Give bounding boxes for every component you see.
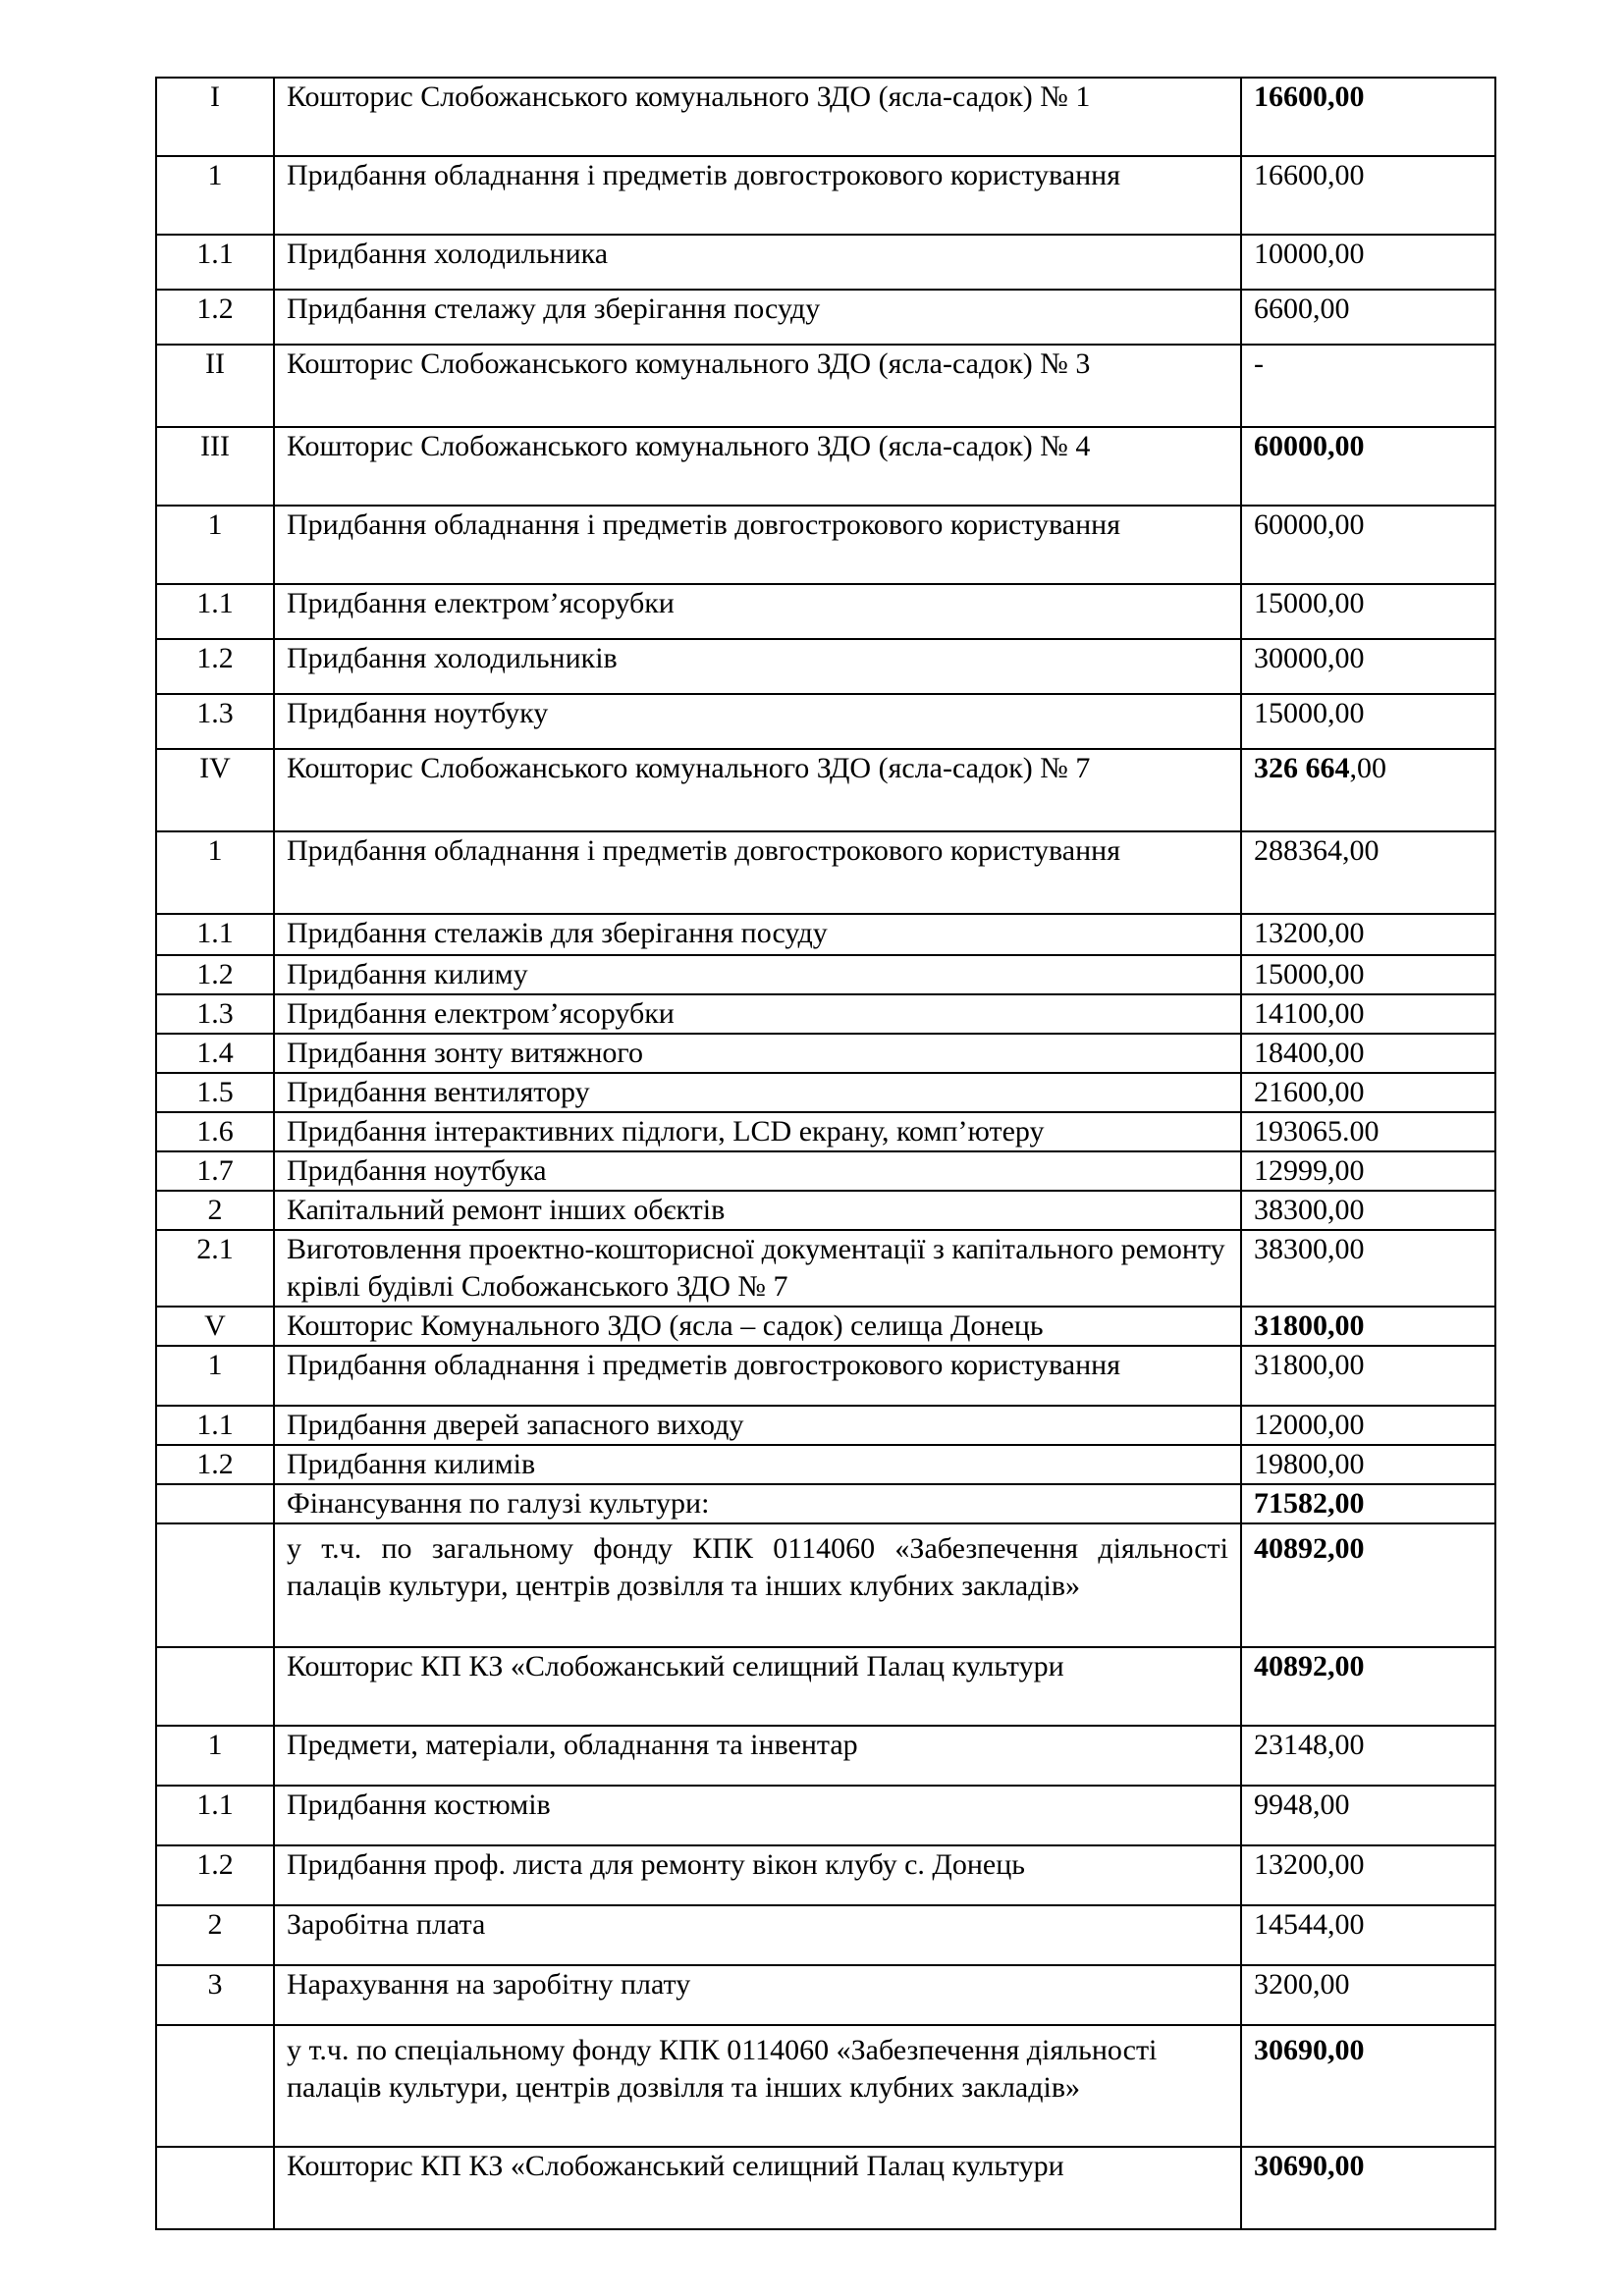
table-row bbox=[156, 914, 1495, 955]
row-number bbox=[156, 1523, 274, 1647]
row-name: Придбання килимів bbox=[274, 1445, 1241, 1484]
table-row bbox=[156, 1786, 1495, 1845]
row-number: 1.1 bbox=[156, 584, 274, 639]
table-row bbox=[156, 290, 1495, 345]
table-row bbox=[156, 1445, 1495, 1484]
row-amount: 19800,00 bbox=[1241, 1445, 1495, 1484]
row-name: Придбання холодильника bbox=[274, 235, 1241, 290]
amount-rest-part: ,00 bbox=[1349, 752, 1386, 784]
row-amount: 40892,00 bbox=[1241, 1647, 1495, 1726]
row-number bbox=[156, 2147, 274, 2229]
row-number: II bbox=[156, 345, 274, 427]
row-number: 1.2 bbox=[156, 1445, 274, 1484]
row-amount: 6600,00 bbox=[1241, 290, 1495, 345]
row-amount: 16600,00 bbox=[1241, 156, 1495, 235]
row-name: Придбання зонту витяжного bbox=[274, 1034, 1241, 1073]
table-row bbox=[156, 506, 1495, 584]
row-number: 2 bbox=[156, 1191, 274, 1230]
row-amount: 193065.00 bbox=[1241, 1112, 1495, 1151]
row-name: Придбання холодильників bbox=[274, 639, 1241, 694]
row-name: Придбання ноутбука bbox=[274, 1151, 1241, 1191]
row-number: 1.1 bbox=[156, 914, 274, 955]
row-number: 1 bbox=[156, 156, 274, 235]
row-name: Кошторис Комунального ЗДО (ясла – садок) селища Донець bbox=[274, 1307, 1241, 1346]
row-name: Кошторис Слобожанського комунального ЗДО (ясла-садок) № 1 bbox=[274, 78, 1241, 156]
row-name: Кошторис Слобожанського комунального ЗДО (ясла-садок) № 4 bbox=[274, 427, 1241, 506]
row-number: 1.4 bbox=[156, 1034, 274, 1073]
table-row bbox=[156, 1647, 1495, 1726]
row-number: 2 bbox=[156, 1905, 274, 1965]
row-name: Придбання стелажу для зберігання посуду bbox=[274, 290, 1241, 345]
row-number: 1.2 bbox=[156, 639, 274, 694]
row-name: Придбання вентилятору bbox=[274, 1073, 1241, 1112]
table-row bbox=[156, 1034, 1495, 1073]
table-row bbox=[156, 1726, 1495, 1786]
row-number: 3 bbox=[156, 1965, 274, 2025]
row-number: 1.1 bbox=[156, 1786, 274, 1845]
table-row bbox=[156, 955, 1495, 994]
row-amount: 288364,00 bbox=[1241, 831, 1495, 914]
row-number: I bbox=[156, 78, 274, 156]
row-name: у т.ч. по спеціальному фонду КПК 0114060 «Забезпечення діяльності палаців культури, центрів дозвілля та інших клубних закладів» bbox=[274, 2025, 1241, 2147]
row-amount: 31800,00 bbox=[1241, 1346, 1495, 1406]
row-name: Кошторис КП КЗ «Слобожанський селищний Палац культури bbox=[274, 2147, 1241, 2229]
row-name: Кошторис КП КЗ «Слобожанський селищний Палац культури bbox=[274, 1647, 1241, 1726]
row-amount: 30690,00 bbox=[1241, 2025, 1495, 2147]
row-amount bbox=[1241, 749, 1495, 831]
row-name: Придбання килиму bbox=[274, 955, 1241, 994]
row-name: Придбання електром’ясорубки bbox=[274, 994, 1241, 1034]
budget-table bbox=[155, 77, 1496, 2230]
row-number: III bbox=[156, 427, 274, 506]
table-row bbox=[156, 1191, 1495, 1230]
row-number: IV bbox=[156, 749, 274, 831]
row-name: Предмети, матеріали, обладнання та інвентар bbox=[274, 1726, 1241, 1786]
row-amount: 15000,00 bbox=[1241, 694, 1495, 749]
table-row bbox=[156, 1965, 1495, 2025]
table-row bbox=[156, 2025, 1495, 2147]
row-amount: 3200,00 bbox=[1241, 1965, 1495, 2025]
row-amount: 15000,00 bbox=[1241, 955, 1495, 994]
row-amount: 38300,00 bbox=[1241, 1230, 1495, 1307]
row-name: Капітальний ремонт інших обєктів bbox=[274, 1191, 1241, 1230]
row-amount: 30690,00 bbox=[1241, 2147, 1495, 2229]
row-number: 1.1 bbox=[156, 235, 274, 290]
row-amount: 23148,00 bbox=[1241, 1726, 1495, 1786]
row-number: 1.3 bbox=[156, 694, 274, 749]
row-name: Заробітна плата bbox=[274, 1905, 1241, 1965]
table-row bbox=[156, 1112, 1495, 1151]
row-amount: 60000,00 bbox=[1241, 427, 1495, 506]
row-amount: 16600,00 bbox=[1241, 78, 1495, 156]
row-number: 1.5 bbox=[156, 1073, 274, 1112]
row-name: Придбання обладнання і предметів довгострокового користування bbox=[274, 831, 1241, 914]
row-name: Придбання стелажів для зберігання посуду bbox=[274, 914, 1241, 955]
table-row bbox=[156, 156, 1495, 235]
table-row bbox=[156, 2147, 1495, 2229]
row-amount: 13200,00 bbox=[1241, 914, 1495, 955]
table-row bbox=[156, 1406, 1495, 1445]
table-row bbox=[156, 427, 1495, 506]
row-number: V bbox=[156, 1307, 274, 1346]
row-name: Придбання проф. листа для ремонту вікон клубу с. Донець bbox=[274, 1845, 1241, 1905]
row-number: 1.2 bbox=[156, 955, 274, 994]
row-amount: 31800,00 bbox=[1241, 1307, 1495, 1346]
row-amount: 14100,00 bbox=[1241, 994, 1495, 1034]
table-row bbox=[156, 78, 1495, 156]
row-amount: - bbox=[1241, 345, 1495, 427]
table-row bbox=[156, 1073, 1495, 1112]
row-number: 1.3 bbox=[156, 994, 274, 1034]
row-number: 1 bbox=[156, 831, 274, 914]
row-name: Нарахування на заробітну плату bbox=[274, 1965, 1241, 2025]
row-name: Придбання дверей запасного виходу bbox=[274, 1406, 1241, 1445]
row-amount: 60000,00 bbox=[1241, 506, 1495, 584]
row-name: Придбання електром’ясорубки bbox=[274, 584, 1241, 639]
table-row bbox=[156, 831, 1495, 914]
table-row bbox=[156, 1230, 1495, 1307]
amount-bold-part: 326 664 bbox=[1254, 752, 1350, 784]
table-row bbox=[156, 345, 1495, 427]
row-number: 1.2 bbox=[156, 1845, 274, 1905]
row-amount: 9948,00 bbox=[1241, 1786, 1495, 1845]
table-row bbox=[156, 584, 1495, 639]
row-name: Кошторис Слобожанського комунального ЗДО (ясла-садок) № 7 bbox=[274, 749, 1241, 831]
row-number: 1 bbox=[156, 506, 274, 584]
row-number: 1.7 bbox=[156, 1151, 274, 1191]
row-number: 1.1 bbox=[156, 1406, 274, 1445]
row-name: Виготовлення проектно-кошторисної документації з капітального ремонту крівлі будівлі Слобожанського ЗДО № 7 bbox=[274, 1230, 1241, 1307]
row-amount: 40892,00 bbox=[1241, 1523, 1495, 1647]
row-amount: 30000,00 bbox=[1241, 639, 1495, 694]
table-row bbox=[156, 1845, 1495, 1905]
row-number: 1.2 bbox=[156, 290, 274, 345]
row-name: Придбання інтерактивних підлоги, LCD екрану, комп’ютеру bbox=[274, 1112, 1241, 1151]
table-row bbox=[156, 1307, 1495, 1346]
row-number: 1 bbox=[156, 1346, 274, 1406]
row-name: Придбання обладнання і предметів довгострокового користування bbox=[274, 1346, 1241, 1406]
row-name: Придбання ноутбуку bbox=[274, 694, 1241, 749]
row-number bbox=[156, 2025, 274, 2147]
table-row bbox=[156, 235, 1495, 290]
row-number: 1 bbox=[156, 1726, 274, 1786]
row-name: Кошторис Слобожанського комунального ЗДО (ясла-садок) № 3 bbox=[274, 345, 1241, 427]
row-amount: 10000,00 bbox=[1241, 235, 1495, 290]
row-amount: 12000,00 bbox=[1241, 1406, 1495, 1445]
row-amount: 18400,00 bbox=[1241, 1034, 1495, 1073]
row-amount: 14544,00 bbox=[1241, 1905, 1495, 1965]
table-row bbox=[156, 994, 1495, 1034]
table-row bbox=[156, 1484, 1495, 1523]
row-name: у т.ч. по загальному фонду КПК 0114060 «Забезпечення діяльності палаців культури, центрів дозвілля та інших клубних закладів» bbox=[274, 1523, 1241, 1647]
row-amount: 71582,00 bbox=[1241, 1484, 1495, 1523]
row-number bbox=[156, 1647, 274, 1726]
table-row bbox=[156, 1905, 1495, 1965]
table-row bbox=[156, 1346, 1495, 1406]
row-name: Фінансування по галузі культури: bbox=[274, 1484, 1241, 1523]
row-name: Придбання обладнання і предметів довгострокового користування bbox=[274, 156, 1241, 235]
row-amount: 21600,00 bbox=[1241, 1073, 1495, 1112]
row-amount: 38300,00 bbox=[1241, 1191, 1495, 1230]
row-amount: 12999,00 bbox=[1241, 1151, 1495, 1191]
table-row bbox=[156, 749, 1495, 831]
row-number bbox=[156, 1484, 274, 1523]
row-number: 1.6 bbox=[156, 1112, 274, 1151]
row-amount: 13200,00 bbox=[1241, 1845, 1495, 1905]
row-name: Придбання костюмів bbox=[274, 1786, 1241, 1845]
row-amount: 15000,00 bbox=[1241, 584, 1495, 639]
row-name: Придбання обладнання і предметів довгострокового користування bbox=[274, 506, 1241, 584]
table-row bbox=[156, 1523, 1495, 1647]
table-row bbox=[156, 1151, 1495, 1191]
row-number: 2.1 bbox=[156, 1230, 274, 1307]
table-row bbox=[156, 639, 1495, 694]
table-row bbox=[156, 694, 1495, 749]
